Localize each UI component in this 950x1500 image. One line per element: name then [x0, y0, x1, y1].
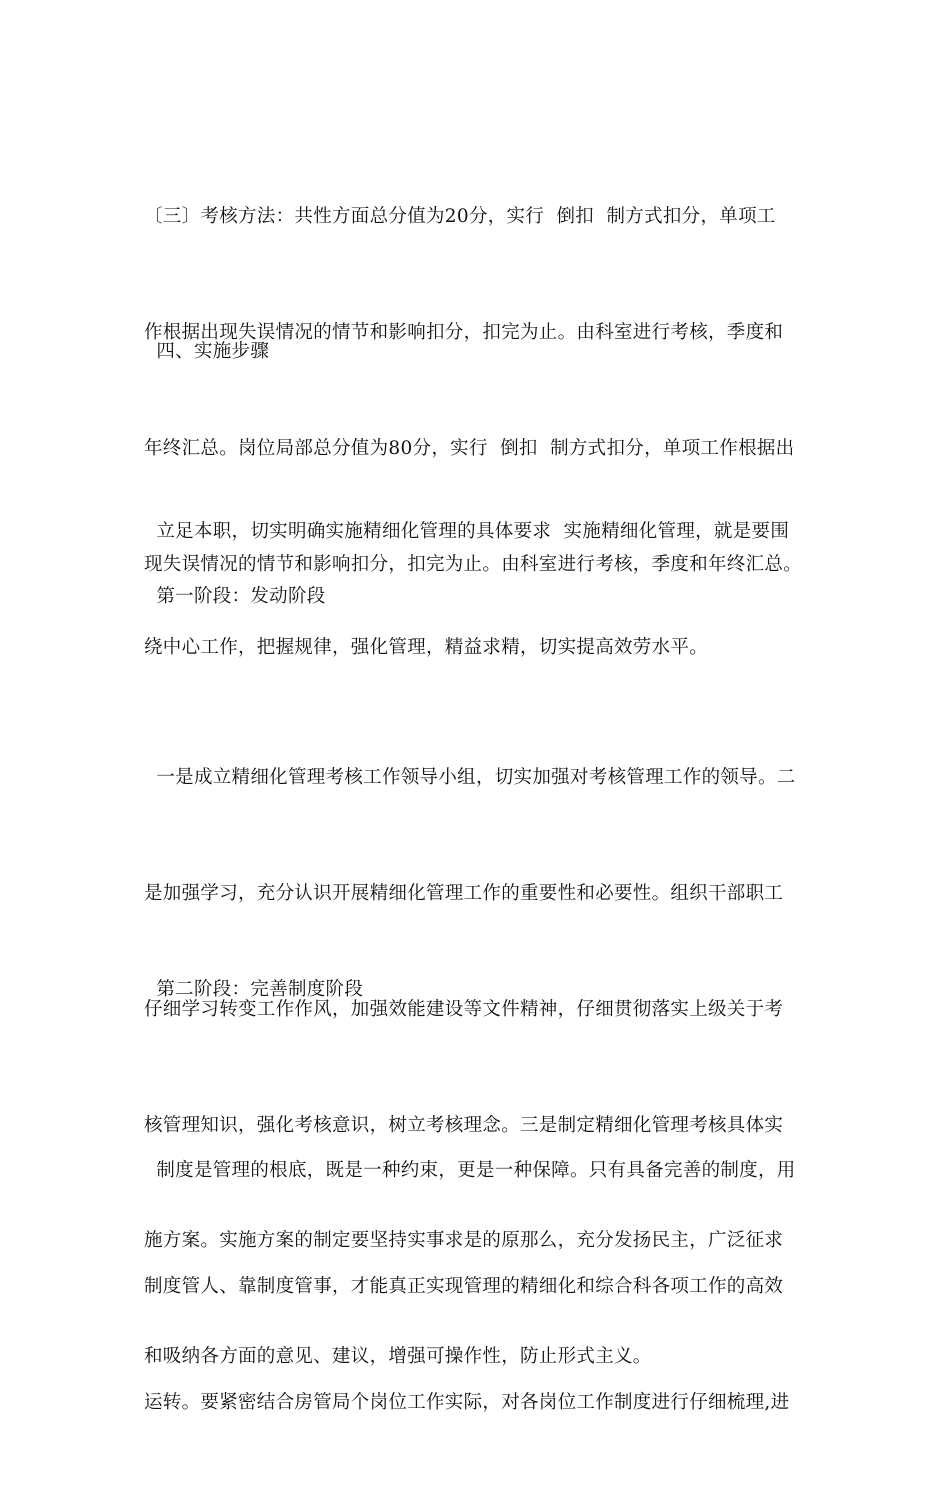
text-line: 立足本职，切实明确实施精细化管理的具体要求 实施精细化管理，就是要围	[144, 521, 790, 543]
phase-2-paragraph	[144, 1075, 812, 1500]
text-line: 〔三〕考核方法：共性方面总分值为20分，实行 倒扣 制方式扣分，单项工	[144, 206, 776, 228]
text-line: 现失误情况的情节和影响扣分，扣完为止。由科室进行考核，季度和年终汇总。	[144, 553, 803, 575]
phase-2-heading: 第二阶段：完善制度阶段	[144, 979, 364, 1000]
section-heading-implementation-steps: 四、实施步骤	[144, 341, 270, 362]
phase-1-heading: 第一阶段：发动阶段	[144, 586, 326, 607]
text-line: 绕中心工作，把握规律，强化管理，精益求精，切实提高效劳水平。	[144, 636, 709, 658]
text-line: 年终汇总。岗位局部总分值为80分，实行 倒扣 制方式扣分，单项工作根据出	[144, 437, 795, 459]
text-line: 作根据出现失误情况的情节和影响扣分，扣完为止。由科室进行考核，季度和	[144, 321, 784, 343]
text-line: 一是成立精细化管理考核工作领导小组，切实加强对考核管理工作的领导。二	[144, 767, 796, 789]
text-line: 仔细学习转变工作作风，加强效能建设等文件精神，仔细贯彻落实上级关于考	[144, 998, 784, 1020]
text-line: 和吸纳各方面的意见、建议，增强可操作性，防止形式主义。	[144, 1346, 652, 1368]
text-line: 制度管人、靠制度管事，才能真正实现管理的精细化和综合科各项工作的高效	[144, 1275, 784, 1297]
text-line: 施方案。实施方案的制定要坚持实事求是的原那么，充分发扬民主，广泛征求	[144, 1230, 784, 1252]
text-line: 核管理知识，强化考核意识，树立考核理念。三是制定精细化管理考核具体实	[144, 1114, 784, 1136]
text-line: 运转。要紧密结合房管局个岗位工作实际，对各岗位工作制度进行仔细梳理,进	[144, 1391, 790, 1413]
text-line: 制度是管理的根底，既是一种约束，更是一种保障。只有具备完善的制度，用	[144, 1160, 796, 1182]
text-line: 是加强学习，充分认识开展精细化管理工作的重要性和必要性。组织干部职工	[144, 882, 784, 904]
